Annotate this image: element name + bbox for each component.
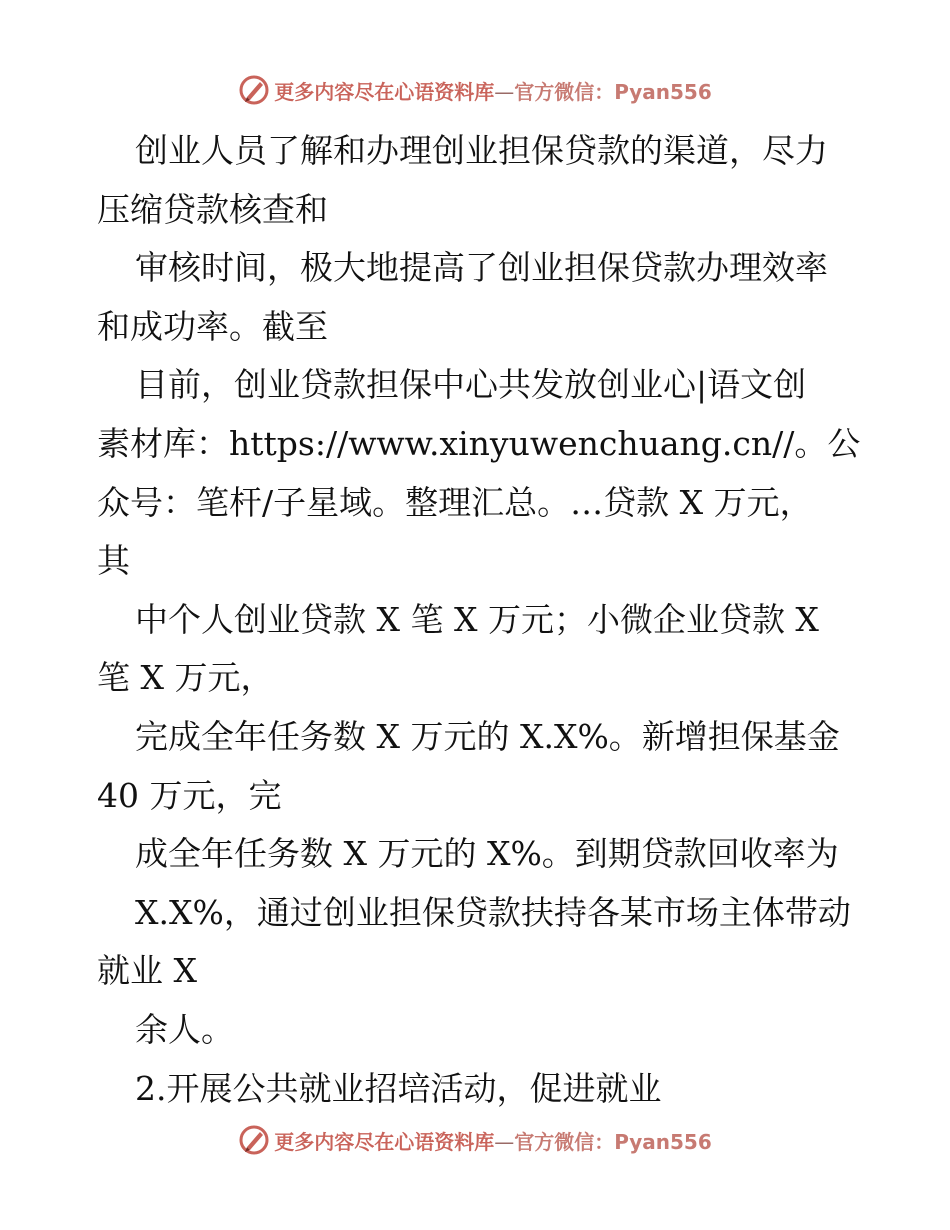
text-line: 其 — [97, 541, 130, 581]
banner-title: 更多内容尽在心语资料库 — [274, 79, 495, 104]
text-line: 众号：笔杆/子星域。整理汇总。…贷款 X 万元， — [97, 482, 813, 522]
text-line: 审核时间，极大地提高了创业担保贷款办理效率 — [135, 248, 828, 288]
pen-logo-icon — [238, 74, 270, 106]
text-line: 中个人创业贷款 X 笔 X 万元；小微企业贷款 X — [135, 599, 819, 639]
footer-banner — [0, 1120, 950, 1160]
text-line: 完成全年任务数 X 万元的 X.X%。新增担保基金 — [135, 716, 840, 756]
pen-logo-icon — [238, 1124, 270, 1156]
banner-title: 更多内容尽在心语资料库 — [274, 1129, 495, 1154]
banner-text — [274, 76, 712, 105]
text-line: 就业 X — [97, 951, 197, 991]
header-banner — [0, 70, 950, 110]
text-line: 素材库：https://www.xinyuwenchuang.cn//。公 — [97, 423, 861, 463]
banner-dash: — — [494, 1129, 515, 1154]
text-line: X.X%，通过创业担保贷款扶持各某市场主体带动 — [135, 892, 851, 932]
document-body — [97, 122, 861, 1118]
text-line: 40 万元，完 — [97, 775, 282, 815]
text-line: 成全年任务数 X 万元的 X%。到期贷款回收率为 — [135, 834, 839, 874]
text-line: 和成功率。截至 — [97, 306, 328, 346]
banner-dash: — — [494, 79, 515, 104]
text-line: 目前，创业贷款担保中心共发放创业心|语文创 — [135, 365, 807, 405]
text-line: 笔 X 万元， — [97, 658, 274, 698]
banner-wechat: 官方微信：Pyan556 — [514, 79, 712, 104]
text-line: 2.开展公共就业招培活动，促进就业 — [135, 1068, 662, 1108]
text-line: 创业人员了解和办理创业担保贷款的渠道，尽力 — [135, 131, 828, 170]
text-line: 压缩贷款核查和 — [97, 189, 328, 229]
banner-wechat: 官方微信：Pyan556 — [514, 1129, 712, 1154]
banner-text — [274, 1126, 712, 1155]
text-line: 余人。 — [135, 1009, 234, 1049]
